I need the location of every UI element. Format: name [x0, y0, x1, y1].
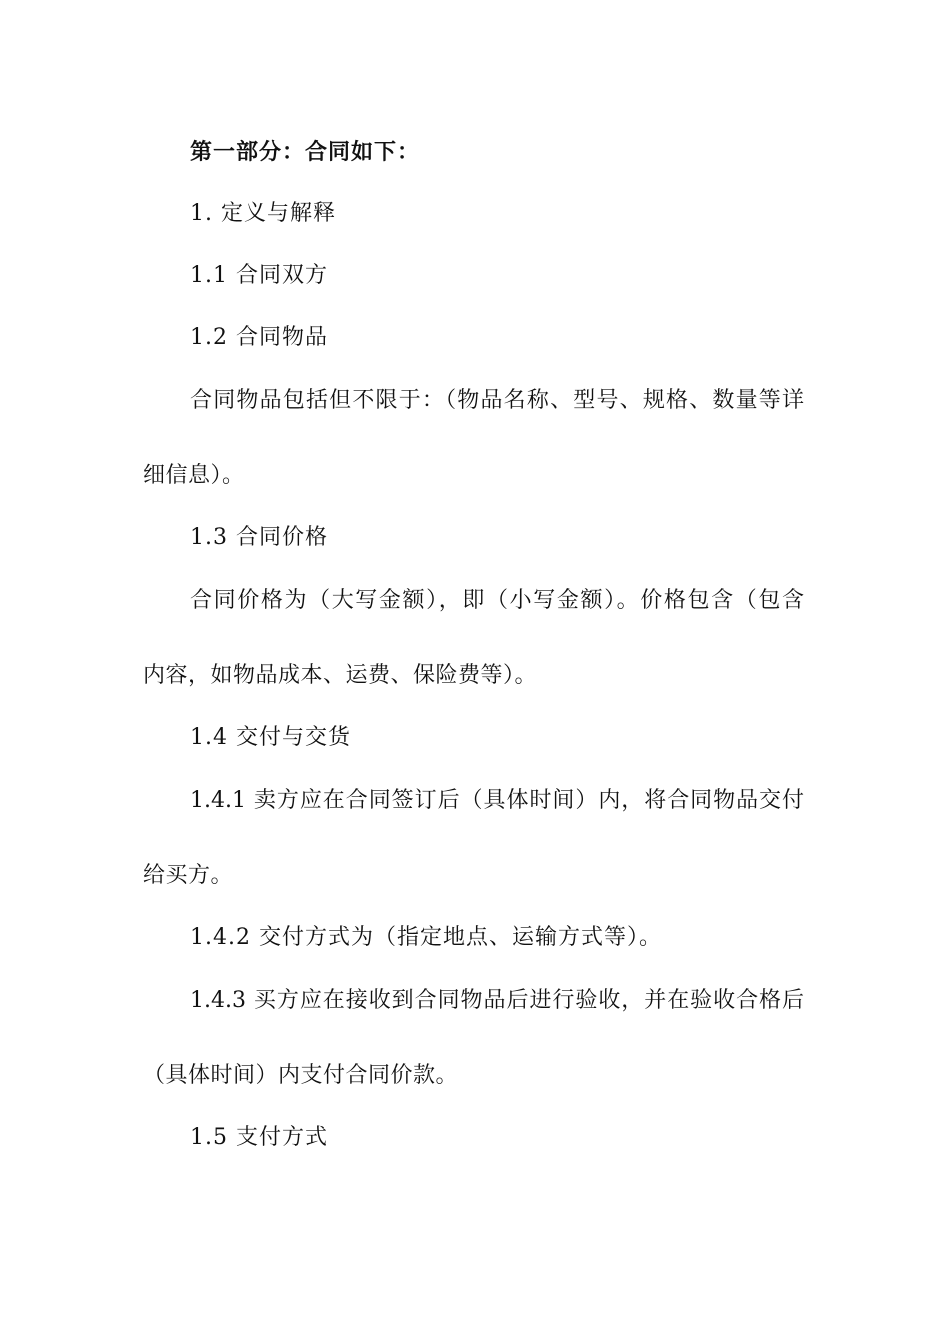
goods-paragraph-line-1: 合同物品包括但不限于：（物品名称、型号、规格、数量等详 — [190, 388, 804, 413]
clause-1-4-1-line-2: 给买方。 — [143, 863, 234, 888]
section-1-title: 1. 定义与解释 — [190, 201, 336, 226]
clause-1-4-3-line-2: （具体时间）内支付合同价款。 — [143, 1063, 459, 1088]
clause-1-4-2: 1.4.2 交付方式为（指定地点、运输方式等）。 — [190, 925, 662, 950]
price-paragraph-line-2: 内容，如物品成本、运费、保险费等）。 — [143, 663, 538, 688]
section-1-2-title: 1.2 合同物品 — [190, 325, 328, 350]
section-1-4-title: 1.4 交付与交货 — [190, 725, 351, 750]
goods-paragraph-line-2: 细信息）。 — [143, 463, 245, 488]
section-1-1-title: 1.1 合同双方 — [190, 263, 328, 288]
price-paragraph-line-1: 合同价格为（大写金额），即（小写金额）。价格包含（包含 — [190, 588, 804, 613]
clause-1-4-3-line-1: 1.4.3 买方应在接收到合同物品后进行验收，并在验收合格后 — [190, 988, 804, 1013]
clause-1-4-1-line-1: 1.4.1 卖方应在合同签订后（具体时间）内，将合同物品交付 — [190, 788, 804, 813]
section-1-5-title: 1.5 支付方式 — [190, 1125, 328, 1150]
section-1-3-title: 1.3 合同价格 — [190, 525, 328, 550]
part-heading: 第一部分：合同如下： — [190, 140, 421, 165]
